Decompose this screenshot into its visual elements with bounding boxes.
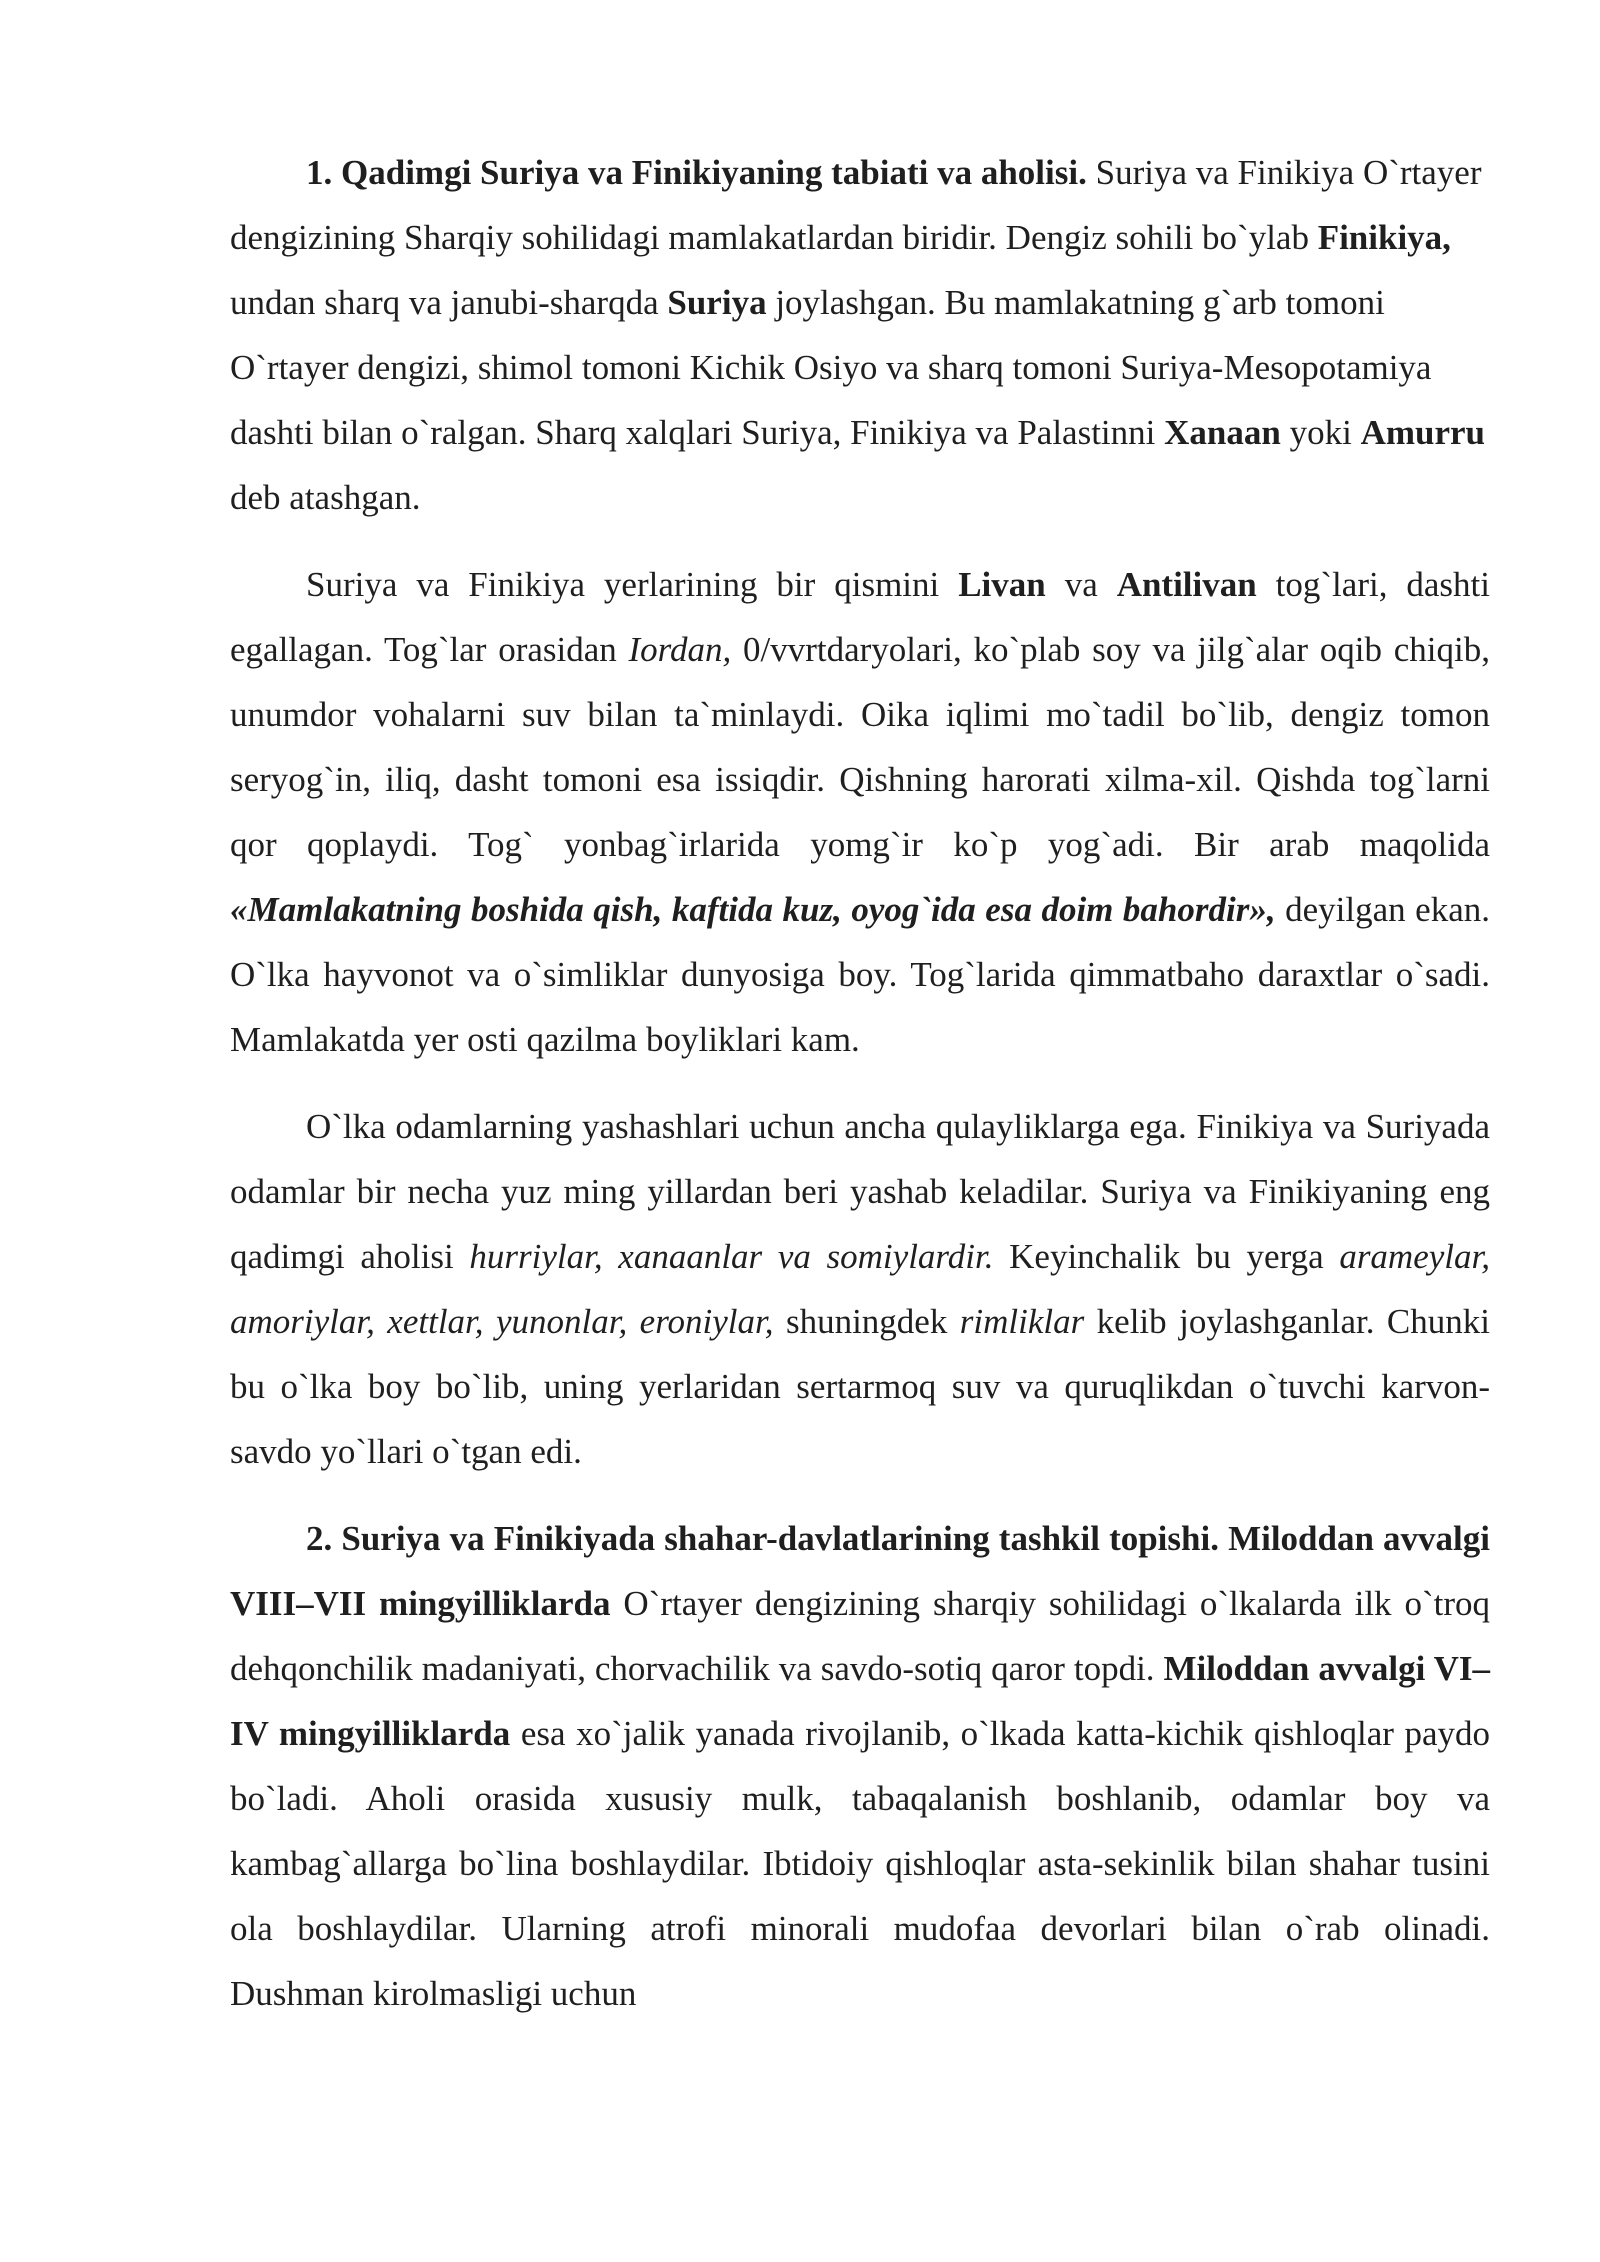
text-run: tog`lari, dashti egallagan. Tog`lar orasidan: [230, 565, 1490, 669]
document-page: [230, 140, 1490, 2048]
text-run: kelib joylashganlar. Chunki bu o`lka boy bo`lib, uning yerlaridan sertarmoq suv va quruqlikdan o`tuvchi karvon-savdo yo`llari o`tgan edi.: [230, 1302, 1490, 1471]
term-date-range: Miloddan avvalgi VI–IV mingyilliklarda: [230, 1649, 1490, 1753]
text-run: O`rtayer dengizining sharqiy sohilidagi o`lkalarda ilk o`troq dehqonchilik madaniyati, chorvachilik va savdo-sotiq qaror topdi.: [230, 1584, 1490, 1688]
paragraph-aholisi: [230, 1094, 1490, 1484]
text-run: O`lka odamlarning yashashlari uchun ancha qulayliklarga ega. Finikiya va Suriyada odamlar bir necha yuz ming yillardan beri yashab keladilar. Suriya va Finikiyaning eng qadimgi aholisi: [230, 1107, 1490, 1276]
term-antilivan: Antilivan: [1116, 565, 1257, 604]
paragraph-tabiati: [230, 140, 1490, 530]
text-run: yoki: [1280, 413, 1361, 452]
term-livan: Livan: [958, 565, 1046, 604]
term-rimliklar: rimliklar: [959, 1302, 1085, 1341]
text-run: va: [1045, 565, 1117, 604]
text-run: joylashgan. Bu mamlakatning g`arb tomoni O`rtayer dengizi, shimol tomoni Kichik Osiyo va sharq tomoni Suriya-Mesopotamiya dashti bilan o`ralgan. Sharq xalqlari Suriya, Finikiya va Palastinni: [230, 283, 1432, 452]
text-run: 0/vvrtdaryolari, ko`plab soy va jilg`alar oqib chiqib, unumdor vohalarni suv bilan ta`minlaydi. Oika iqlimi mo`tadil bo`lib, dengiz tomon seryog`in, iliq, dasht tomoni esa issiqdir. Qishning harorati xilma-xil. Qishda tog`larni qor qoplaydi. Tog` yonbag`irlarida yomg`ir ko`p yog`adi. Bir arab maqolida: [230, 630, 1490, 864]
term-xanaan: Xanaan: [1164, 413, 1281, 452]
text-run: Suriya va Finikiya O`rtayer dengizining Sharqiy sohilidagi mamlakatlardan biridir. Dengiz sohili bo`ylab: [230, 153, 1482, 257]
term-finikiya: Finikiya,: [1317, 218, 1451, 257]
text-run: Suriya va Finikiya yerlarining bir qismini: [306, 565, 959, 604]
term-peoples: hurriylar, xanaanlar va somiylardir.: [469, 1237, 994, 1276]
text-run: esa xo`jalik yanada rivojlanib, o`lkada katta-kichik qishloqlar paydo bo`ladi. Aholi orasida xususiy mulk, tabaqalanish boshlanib, odamlar boy va kambag`allarga bo`lina boshlaydilar. Ibtidoiy qishloqlar asta-sekinlik bilan shahar tusini ola boshlaydilar. Ularning atrofi minorali mudofaa devorlari bilan o`rab olinadi. Dushman kirolmasligi uchun: [230, 1714, 1490, 2013]
text-run: undan sharq va janubi-sharqda: [230, 283, 668, 322]
term-iordan: Iordan,: [628, 630, 732, 669]
term-newcomers: arameylar, amoriylar, xettlar, yunonlar, eroniylar,: [230, 1237, 1490, 1341]
text-run: Keyinchalik bu yerga: [993, 1237, 1340, 1276]
term-suriya: Suriya: [667, 283, 767, 322]
paragraph-shahar-davlatlari: [230, 1506, 1490, 2026]
section-heading: 2. Suriya va Finikiyada shahar-davlatlarining tashkil topishi. Miloddan avvalgi VIII–VII mingyilliklarda: [230, 1519, 1490, 1623]
text-run: deyilgan ekan. O`lka hayvonot va o`simliklar dunyosiga boy. Tog`larida qimmatbaho daraxtlar o`sadi. Mamlakatda yer osti qazilma boyliklari kam.: [230, 890, 1490, 1059]
section-heading: 1. Qadimgi Suriya va Finikiyaning tabiati va aholisi.: [306, 153, 1087, 192]
text-run: deb atashgan.: [230, 478, 421, 517]
arab-proverb-quote: «Mamlakatning boshida qish, kaftida kuz, oyog`ida esa doim bahordir»,: [230, 890, 1276, 929]
text-run: shuningdek: [773, 1302, 960, 1341]
term-amurru: Amurru: [1360, 413, 1486, 452]
paragraph-yerlari: [230, 552, 1490, 1072]
